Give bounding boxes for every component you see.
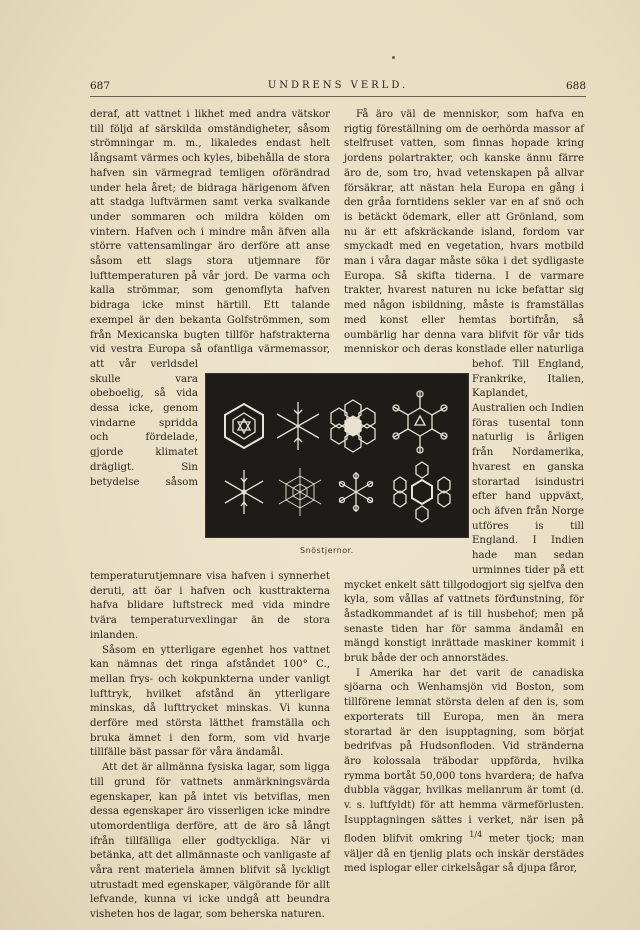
snowflake-figure (205, 373, 469, 538)
running-title: UNDRENS VERLD. (267, 80, 409, 91)
snowflake-hexagon (225, 404, 263, 448)
page-mark (392, 56, 395, 59)
right-paragraph-2-text: I Amerika har det varit de canadiska sjöarna och Wenhamsjön vid Boston, som tillförene lemnat största delen af den is, som exporterats till Europa, men än mera storartad är den isupptagning, som börjat bedrifvas på Hudsonfloden. Vid stränderna äro kolossala träbodar uppförda, hvilka rymma bortåt 50,000 tons hvardera; de hafva dubbla väggar, hvilkas mellanrum är tomt (d. v. s. luftfyldt) för att hemma värmeförlusten. Isupptagningen sättes i verket, när isen på floden blifvit omkring (344, 667, 584, 845)
right-paragraph-2-end: meter tjock; man väljer då en tjenlig plats och inskär derstädes med isplogar eller cirkelsågar så djupa fåror, (344, 833, 584, 875)
running-header (90, 80, 586, 96)
snowflake-small-star (339, 472, 373, 512)
header-rule (90, 96, 586, 97)
page-number-right: 688 (565, 80, 586, 92)
snowflake-large-plate (394, 462, 450, 522)
page-number-left: 687 (90, 80, 111, 92)
snowflake-illustration (206, 374, 468, 537)
left-paragraph-3: Att det är allmänna fysiska lagar, som ligga till grund för vattnets anmärkningsvärda egenskaper, kan på intet vis betviflas, men dessa egenskaper äro visserligen icke mindre utomordentliga derföre, att de äro så långt ifrån tillfälliga eller godtyckliga. När vi betänka, att det allmännaste och vanligaste af våra rent materiela ämnen blifvit så lyckligt utrustadt med egenskaper, välgörande för allt lefvande, kunna vi icke undgå att beundra visheten hos de lagar, som beherska naturen. (90, 762, 330, 921)
left-paragraph-2: Såsom en ytterligare egenhet hos vattnet kan nämnas det ringa afståndet 100° C., mellan frys- och kokpunkterna under vanligt lufttryk, hvilket afstånd än ytterligare minskas, då lufttrycket minskas. Vi kunna derföre med största lätthet framställa och bruka ämnet i den form, som vid hvarje tillfälle bäst passar för våra ändamål. (90, 644, 330, 759)
left-paragraph-1: deraf, att vattnet i likhet med andra vätskor till följd af särskilda omständigheter, såsom strömningar m. m., likaledes endast helt långsamt värmes och kyles, bibehålla de stora hafven sin värmegrad temligen oförändrad under hela året; de bidraga härigenom äfven att stadga luftvärmen samt verka svalkande under sommaren och mildra kölden om vintern. Hafven och i mindre mån äfven alla större vattensamlingar äro derföre att anse såsom ett slags stora utjemnare för lufttemperaturen på vår jord. De varma och kalla strömmar, som genomflyta hafven bidraga icke minst härtill. Ett talande exempel är den bekanta Golfströmmen, som från Mexicanska bugten tillför hafstrakterna vid vestra Europa så ofantliga värmemassor, att vår verldsdel skulle vara obeboelig, så vida dessa icke, genom vindarne spridda och fördelade, gjorde klimatet drägligt. Sin betydelse såsom temperaturutjemnare visa hafven i synnerhet deruti, att öar i hafven och kusttrakterna hafva blidare luftstreck med vida mindre tvära temperaturvexlingar än de stora inlanden. (90, 109, 330, 641)
figure-caption: Snöstjernor. (300, 546, 354, 555)
snowflake-dendrite (393, 391, 447, 453)
snowflake-star (277, 402, 319, 450)
right-paragraph-2 (344, 667, 584, 877)
snowflake-plates (331, 400, 375, 452)
snowflake-fern (225, 470, 263, 514)
right-paragraph-1: Få äro väl de menniskor, som hafva en rigtig föreställning om de oerhörda massor af stelfruset vatten, som finnas hopade kring jordens polartrakter, och kanske ännu färre äro de, som tro, hvad vetenskapen på allvar försäkrar, att nästan hela Europa en gång i den gråa forntidens sekler var en af snö och is betäckt ödemark, eller att Grönland, som nu är ett afskräckande island, fordom var smyckadt med en vegetation, hvars motbild man i våra dagar måste söka i det sydligaste Europa. Så skifta tiderna. I de varmare trakter, hvarest naturen nu icke befattar sig med någon isbildning, måste is framställas med konst eller hemtas bortifrån, så oumbärlig har denna vara blifvit för vår tids menniskor och deras konstlade eller naturliga behof. Till England, Frankrike, Italien, Kaplandet, Australien och Indien föras tusental tonn naturlig is årligen från Nordamerika, hvarest en ganska storartad isindustri efter hand uppväxt, och äfven från Norge utföres is till England. I Indien hade man sedan urminnes tider på ett mycket enkelt sätt tillgodogjort sig sjelfva den kyla, som vållas af vattnets förđunstning, för åstadkommandet af is till husbehof; men på senaste tiden har för samma ändamål en mängd konstigt inrättade maskiner kommit i bruk både der och annorstädes. (344, 109, 584, 665)
fraction-quarter: 1/4 (469, 830, 483, 840)
snowflake-lattice (279, 468, 321, 516)
